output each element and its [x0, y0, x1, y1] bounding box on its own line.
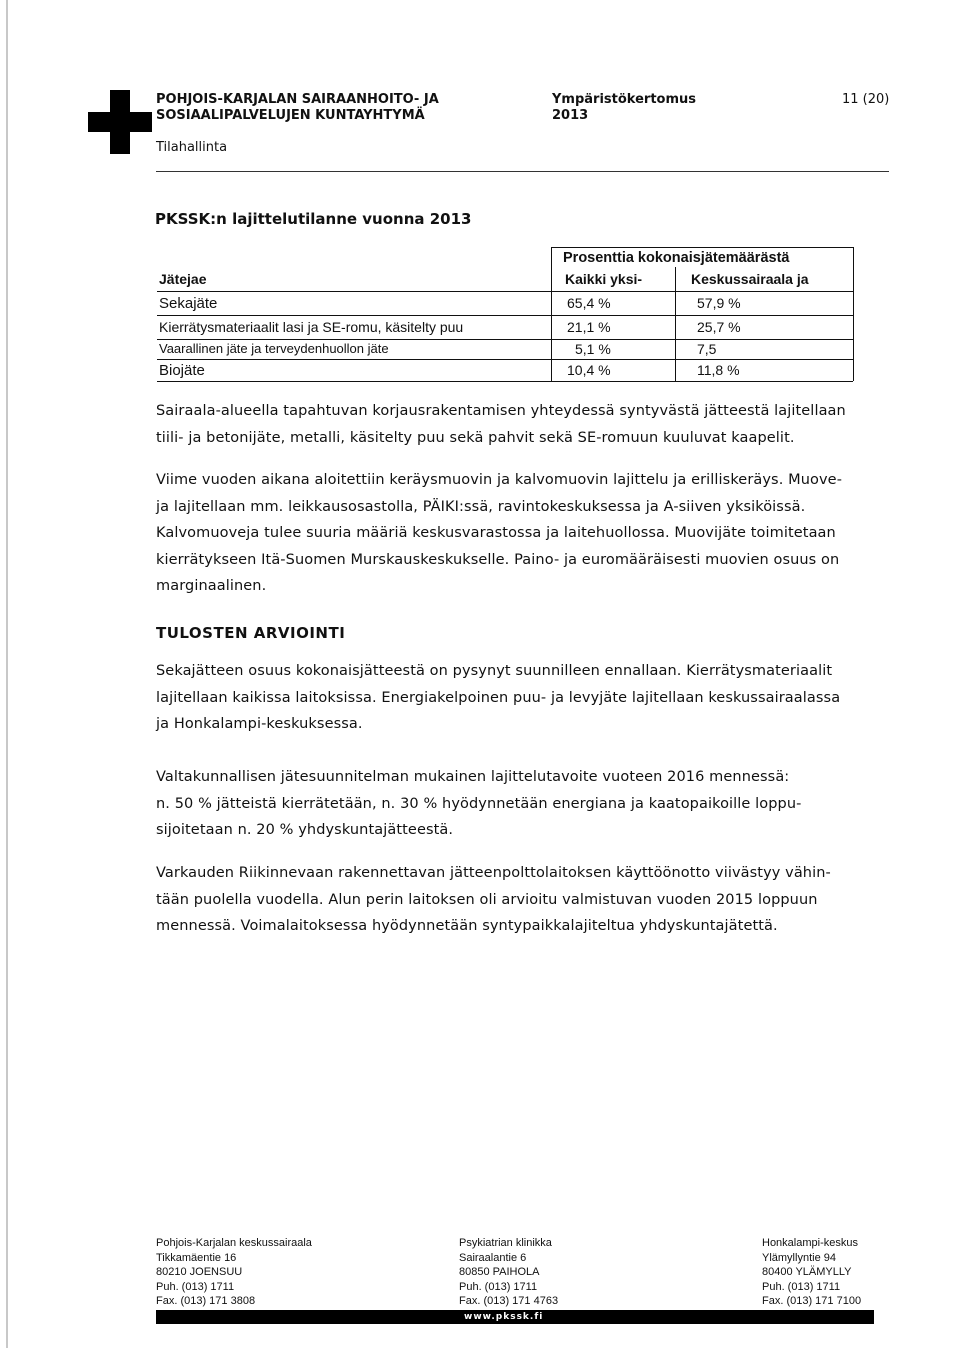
col-header-central-hospital: Keskussairaala ja — [691, 271, 809, 287]
text-line: ja lajitellaan mm. leikkausosastolla, PÄIKI:ssä, ravintokeskuksessa ja A-siiven yksiköissä. — [156, 498, 806, 515]
footer-address-psychiatric-clinic: Psykiatrian klinikka Sairaalantie 6 80850 PAIHOLA Puh. (013) 1711 Fax. (013) 171 4763 — [459, 1237, 559, 1307]
text-line: Kalvomuoveja tulee suuria määriä keskusvarastossa ja laitehuollossa. Muovijäte toimitetaan — [156, 525, 836, 541]
doc-title: Ympäristökertomus — [552, 92, 696, 107]
row-label: Sekajäte — [159, 295, 218, 312]
col-header-waste: Jätejae — [159, 271, 207, 287]
footer-address-honkalampi: Honkalampi-keskus Ylämyllyntie 94 80400 YLÄMYLLY Puh. (013) 1711 Fax. (013) 171 7100 — [762, 1237, 862, 1307]
text-line: Sairaala-alueella tapahtuvan korjausrakentamisen yhteydessä syntyvästä jätteestä lajitellaan — [156, 403, 846, 419]
website-link[interactable]: www.pkssk.fi — [464, 1312, 544, 1322]
row-value-a: 65,4 % — [567, 295, 611, 311]
text-line: kierrätykseen Itä-Suomen Murskauskeskukselle. Paino- ja euromääräisesti muovien osuus on — [156, 551, 840, 568]
text-line: Sekajätteen osuus kokonaisjätteestä on pysynyt suunnilleen ennallaan. Kierrätysmateriaalit — [156, 663, 833, 679]
text-line: mennessä. Voimalaitoksessa hyödynnetään syntypaikkalajiteltua yhdyskuntajätettä. — [156, 918, 778, 934]
row-label: Vaarallinen jäte ja terveydenhuollon jäte — [159, 341, 389, 356]
text-line: Viime vuoden aikana aloitettiin keräysmuovin ja kalvomuovin lajittelu ja erilliskeräys. Muove- — [156, 472, 843, 488]
row-value-a: 5,1 % — [575, 341, 611, 357]
row-value-a: 21,1 % — [567, 319, 611, 335]
footer-address-central-hospital: Pohjois-Karjalan keskussairaala Tikkamäentie 16 80210 JOENSUU Puh. (013) 1711 Fax. (013) 171 3808 — [156, 1237, 312, 1307]
paragraph-incineration-plant — [156, 860, 896, 940]
text-line: n. 50 % jätteistä kierrätetään, n. 30 % hyödynnetään energiana ja kaatopaikoille loppu- — [156, 795, 802, 812]
footer-bar — [156, 1310, 874, 1324]
organization-name — [156, 92, 439, 124]
paragraph-plastics — [156, 467, 896, 600]
results-heading: TULOSTEN ARVIOINTI — [156, 624, 346, 642]
text-line: ja Honkalampi-keskuksessa. — [156, 716, 363, 732]
text-line: sijoitetaan n. 20 % yhdyskuntajätteestä. — [156, 822, 454, 838]
paragraph-national-target — [156, 764, 896, 844]
text-line: marginaalinen. — [156, 578, 267, 594]
group-header: Prosenttia kokonaisjätemäärästä — [563, 250, 790, 266]
page-number: 11 (20) — [842, 92, 890, 107]
row-value-b: 25,7 % — [697, 319, 741, 335]
header-divider — [156, 171, 889, 172]
row-value-b: 11,8 % — [697, 362, 740, 378]
col-header-all-units: Kaikki yksi- — [565, 271, 643, 287]
text-line: lajitellaan kaikissa laitoksissa. Energiakelpoinen puu- ja levyjäte lajitellaan keskussairaalassa — [156, 689, 841, 706]
text-line: Varkauden Riikinnevaan rakennettavan jätteenpolttolaitoksen käyttöönotto viivästyy vähin- — [156, 865, 831, 881]
section-title: PKSSK:n lajittelutilanne vuonna 2013 — [155, 210, 472, 228]
row-value-a: 10,4 % — [567, 362, 611, 378]
text-line: tään puolella vuodella. Alun perin laitoksen oli arvioitu valmistuvan vuoden 2015 loppuun — [156, 891, 818, 908]
document-title — [552, 92, 696, 124]
text-line: tiili- ja betonijäte, metalli, käsitelty puu sekä pahvit sekä SE-romuun kuuluvat kaapelit. — [156, 429, 795, 446]
text-line: Valtakunnallisen jätesuunnitelman mukainen lajittelutavoite vuoteen 2016 mennessä: — [156, 769, 790, 785]
row-label: Kierrätysmateriaalit lasi ja SE-romu, käsitelty puu — [159, 319, 464, 335]
org-line-2: SOSIAALIPALVELUJEN KUNTAYHTYMÄ — [156, 108, 425, 123]
scan-edge — [6, 0, 8, 1348]
doc-year: 2013 — [552, 108, 589, 123]
unit-name: Tilahallinta — [156, 140, 228, 155]
row-value-b: 57,9 % — [697, 295, 741, 311]
paragraph-renovation — [156, 398, 896, 451]
row-label: Biojäte — [159, 362, 205, 379]
cross-logo-icon — [88, 90, 152, 154]
paragraph-mixed-waste — [156, 658, 896, 738]
org-line-1: POHJOIS-KARJALAN SAIRAANHOITO- JA — [156, 92, 439, 107]
row-value-b: 7,5 — [697, 341, 717, 357]
